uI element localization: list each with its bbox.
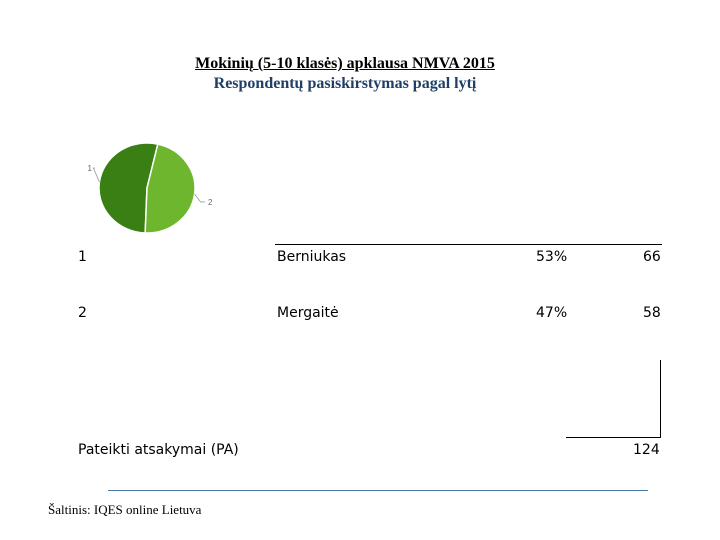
row-2-percent: 47% (536, 305, 568, 321)
footer-divider (108, 490, 648, 491)
chart-title-block (0, 54, 690, 94)
pie-label-1: 1 (87, 164, 92, 174)
pie-chart (70, 135, 213, 245)
row-1-index: 1 (78, 249, 87, 265)
row-1-percent: 53% (536, 249, 568, 265)
total-label: Pateikti atsakymai (PA) (78, 442, 239, 458)
chart-subtitle: Respondentų pasiskirstymas pagal lytį (213, 75, 477, 92)
total-value: 124 (633, 442, 660, 458)
pie-leader-1 (93, 168, 99, 182)
table-top-rule (275, 244, 662, 245)
row-2-label: Mergaitė (277, 305, 339, 321)
table-right-rule (660, 360, 661, 438)
row-1-count: 66 (643, 249, 661, 265)
row-2-count: 58 (643, 305, 661, 321)
pie-leader-2 (195, 194, 205, 202)
table-total-rule (566, 437, 661, 438)
source-note: Šaltinis: IQES online Lietuva (48, 502, 202, 517)
row-1-label: Berniukas (277, 249, 347, 265)
chart-title: Mokinių (5-10 klasės) apklausa NMVA 2015 (195, 55, 495, 72)
row-2-index: 2 (78, 305, 87, 321)
pie-label-2: 2 (208, 197, 213, 207)
